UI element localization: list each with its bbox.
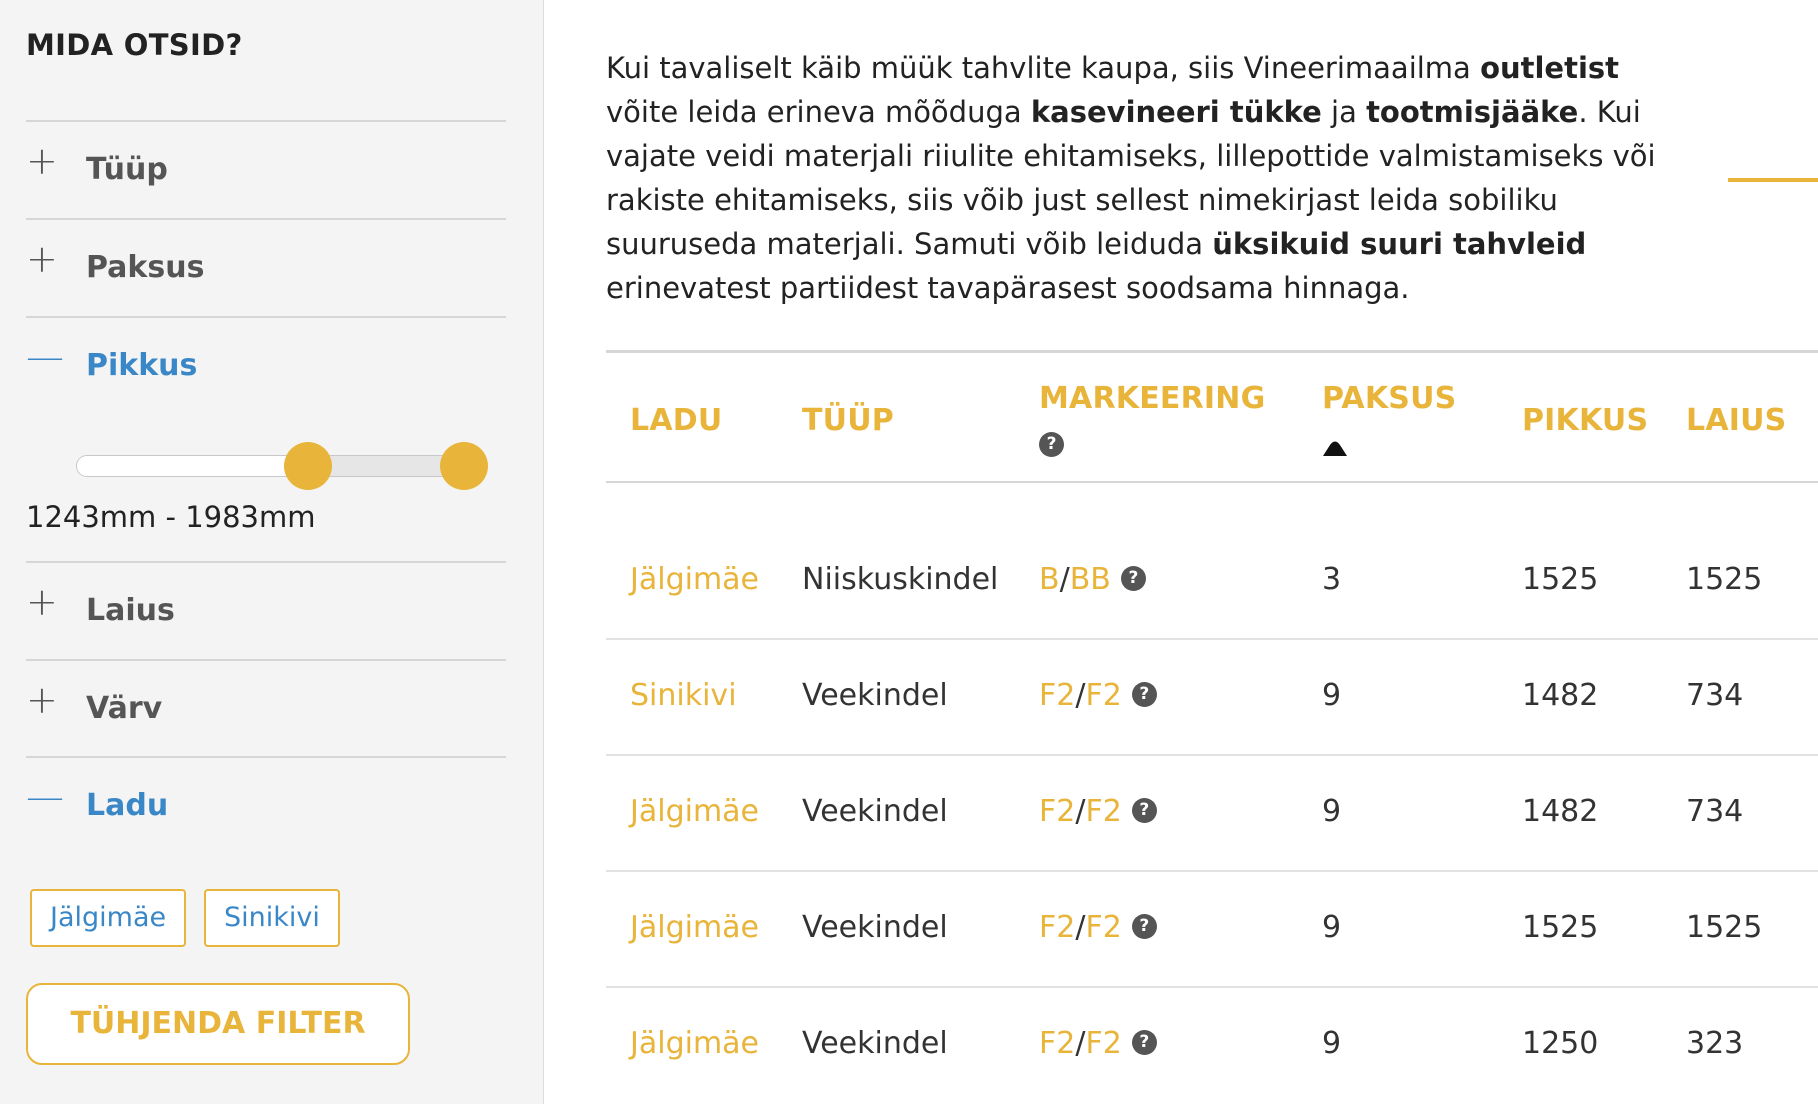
table-row[interactable] [606,872,1818,988]
slider-max-handle[interactable] [440,442,488,490]
minus-icon[interactable]: — [26,335,64,379]
slider-unselected-range [77,456,309,476]
filter-label[interactable]: Laius [86,593,175,628]
th-pikkus[interactable]: PIKKUS [1522,403,1649,438]
accent-divider [1728,178,1818,182]
cell-markeering: F2/F2 ? [1039,794,1157,829]
table-top-border [606,350,1818,353]
cell-laius: 1525 [1686,910,1763,945]
plus-icon[interactable]: + [26,139,58,183]
slider-min-handle[interactable] [284,442,332,490]
cell-laius: 323 [1686,1026,1744,1061]
cell-pikkus: 1250 [1522,1026,1599,1061]
plus-icon[interactable]: + [26,678,58,722]
filter-laius[interactable] [26,561,506,659]
th-ladu[interactable]: LADU [630,403,723,438]
grade-face[interactable]: F2 [1039,1026,1076,1061]
intro-text: Kui tavaliselt käib müük tahvlite kaupa, siis Vineerimaailma outletist võite leida erineva mõõduga kasevineeri tükke ja tootmisjääke. Kui vajate veidi materjali riiulite ehitamiseks, lillepottide valmistamiseks või rakiste ehitamiseks, siis võib just sellest nimekirjast leida sobiliku suuruseda materjali. Samuti võib leiduda üksikuid suuri tahvleid erinevatest partiidest tavapärasest soodsama hinnaga. [606,51,1656,305]
th-markeering[interactable]: MARKEERING [1039,381,1266,416]
cell-laius: 1525 [1686,562,1763,597]
table-row[interactable] [606,524,1818,640]
table-row[interactable] [606,640,1818,756]
filter-label[interactable]: Pikkus [86,348,198,383]
cell-paksus: 3 [1322,562,1342,597]
cell-tyyp: Veekindel [802,1026,948,1061]
grade-face[interactable]: F2 [1039,910,1076,945]
filter-label[interactable]: Värv [86,691,163,726]
cell-laius: 734 [1686,678,1744,713]
question-circle-icon[interactable]: ? [1132,1030,1157,1055]
cell-paksus: 9 [1322,910,1342,945]
cell-tyyp: Veekindel [802,678,948,713]
question-circle-icon[interactable]: ? [1132,798,1157,823]
grade-face[interactable]: B [1039,562,1060,597]
sidebar-title: MIDA OTSID? [26,28,243,62]
cell-pikkus: 1482 [1522,678,1599,713]
question-circle-icon[interactable]: ? [1132,682,1157,707]
th-paksus[interactable]: PAKSUS [1322,381,1457,416]
filter-varv[interactable] [26,659,506,757]
grade-back[interactable]: F2 [1085,678,1122,713]
range-readout: 1243mm - 1983mm [26,500,316,534]
filter-tyyp[interactable] [26,120,506,218]
question-circle-icon[interactable]: ? [1132,914,1157,939]
cell-tyyp: Veekindel [802,910,948,945]
chip-sinikivi[interactable]: Sinikivi [204,889,340,947]
chip-jalgimae[interactable]: Jälgimäe [30,889,186,947]
cell-markeering: F2/F2 ? [1039,1026,1157,1061]
cell-tyyp: Niiskuskindel [802,562,999,597]
grade-back[interactable]: F2 [1085,910,1122,945]
grade-back[interactable]: F2 [1085,794,1122,829]
question-circle-icon[interactable]: ? [1039,432,1064,457]
cell-markeering: F2/F2 ? [1039,678,1157,713]
cell-ladu[interactable]: Jälgimäe [630,1026,760,1061]
grade-face[interactable]: F2 [1039,794,1076,829]
cell-pikkus: 1525 [1522,910,1599,945]
filter-label[interactable]: Ladu [86,788,169,823]
pikkus-range-slider[interactable] [76,455,474,477]
sort-ascending-icon[interactable] [1322,436,1348,458]
filter-label[interactable]: Tüüp [86,152,168,187]
cell-ladu[interactable]: Jälgimäe [630,794,760,829]
grade-back[interactable]: F2 [1085,1026,1122,1061]
question-circle-icon[interactable]: ? [1121,566,1146,591]
cell-paksus: 9 [1322,794,1342,829]
filter-ladu[interactable] [26,756,506,854]
filter-paksus[interactable] [26,218,506,316]
th-tyyp[interactable]: TÜÜP [802,403,894,438]
th-laius[interactable]: LAIUS [1686,403,1787,438]
cell-markeering: F2/F2 ? [1039,910,1157,945]
filter-label[interactable]: Paksus [86,250,205,285]
cell-ladu[interactable]: Jälgimäe [630,562,760,597]
main-content [544,0,1818,1104]
header-bottom-border [606,481,1818,483]
cell-ladu[interactable]: Sinikivi [630,678,737,713]
cell-paksus: 9 [1322,678,1342,713]
plus-icon[interactable]: + [26,580,58,624]
minus-icon[interactable]: — [26,775,64,819]
filter-pikkus[interactable] [26,316,506,414]
cell-ladu[interactable]: Jälgimäe [630,910,760,945]
cell-markeering: B/BB ? [1039,562,1146,597]
cell-laius: 734 [1686,794,1744,829]
grade-face[interactable]: F2 [1039,678,1076,713]
table-row[interactable] [606,756,1818,872]
cell-paksus: 9 [1322,1026,1342,1061]
grade-back[interactable]: BB [1069,562,1111,597]
cell-pikkus: 1482 [1522,794,1599,829]
clear-filter-button[interactable]: TÜHJENDA FILTER [26,983,410,1065]
table-row[interactable] [606,988,1818,1104]
plus-icon[interactable]: + [26,237,58,281]
filter-sidebar [0,0,544,1104]
cell-pikkus: 1525 [1522,562,1599,597]
cell-tyyp: Veekindel [802,794,948,829]
